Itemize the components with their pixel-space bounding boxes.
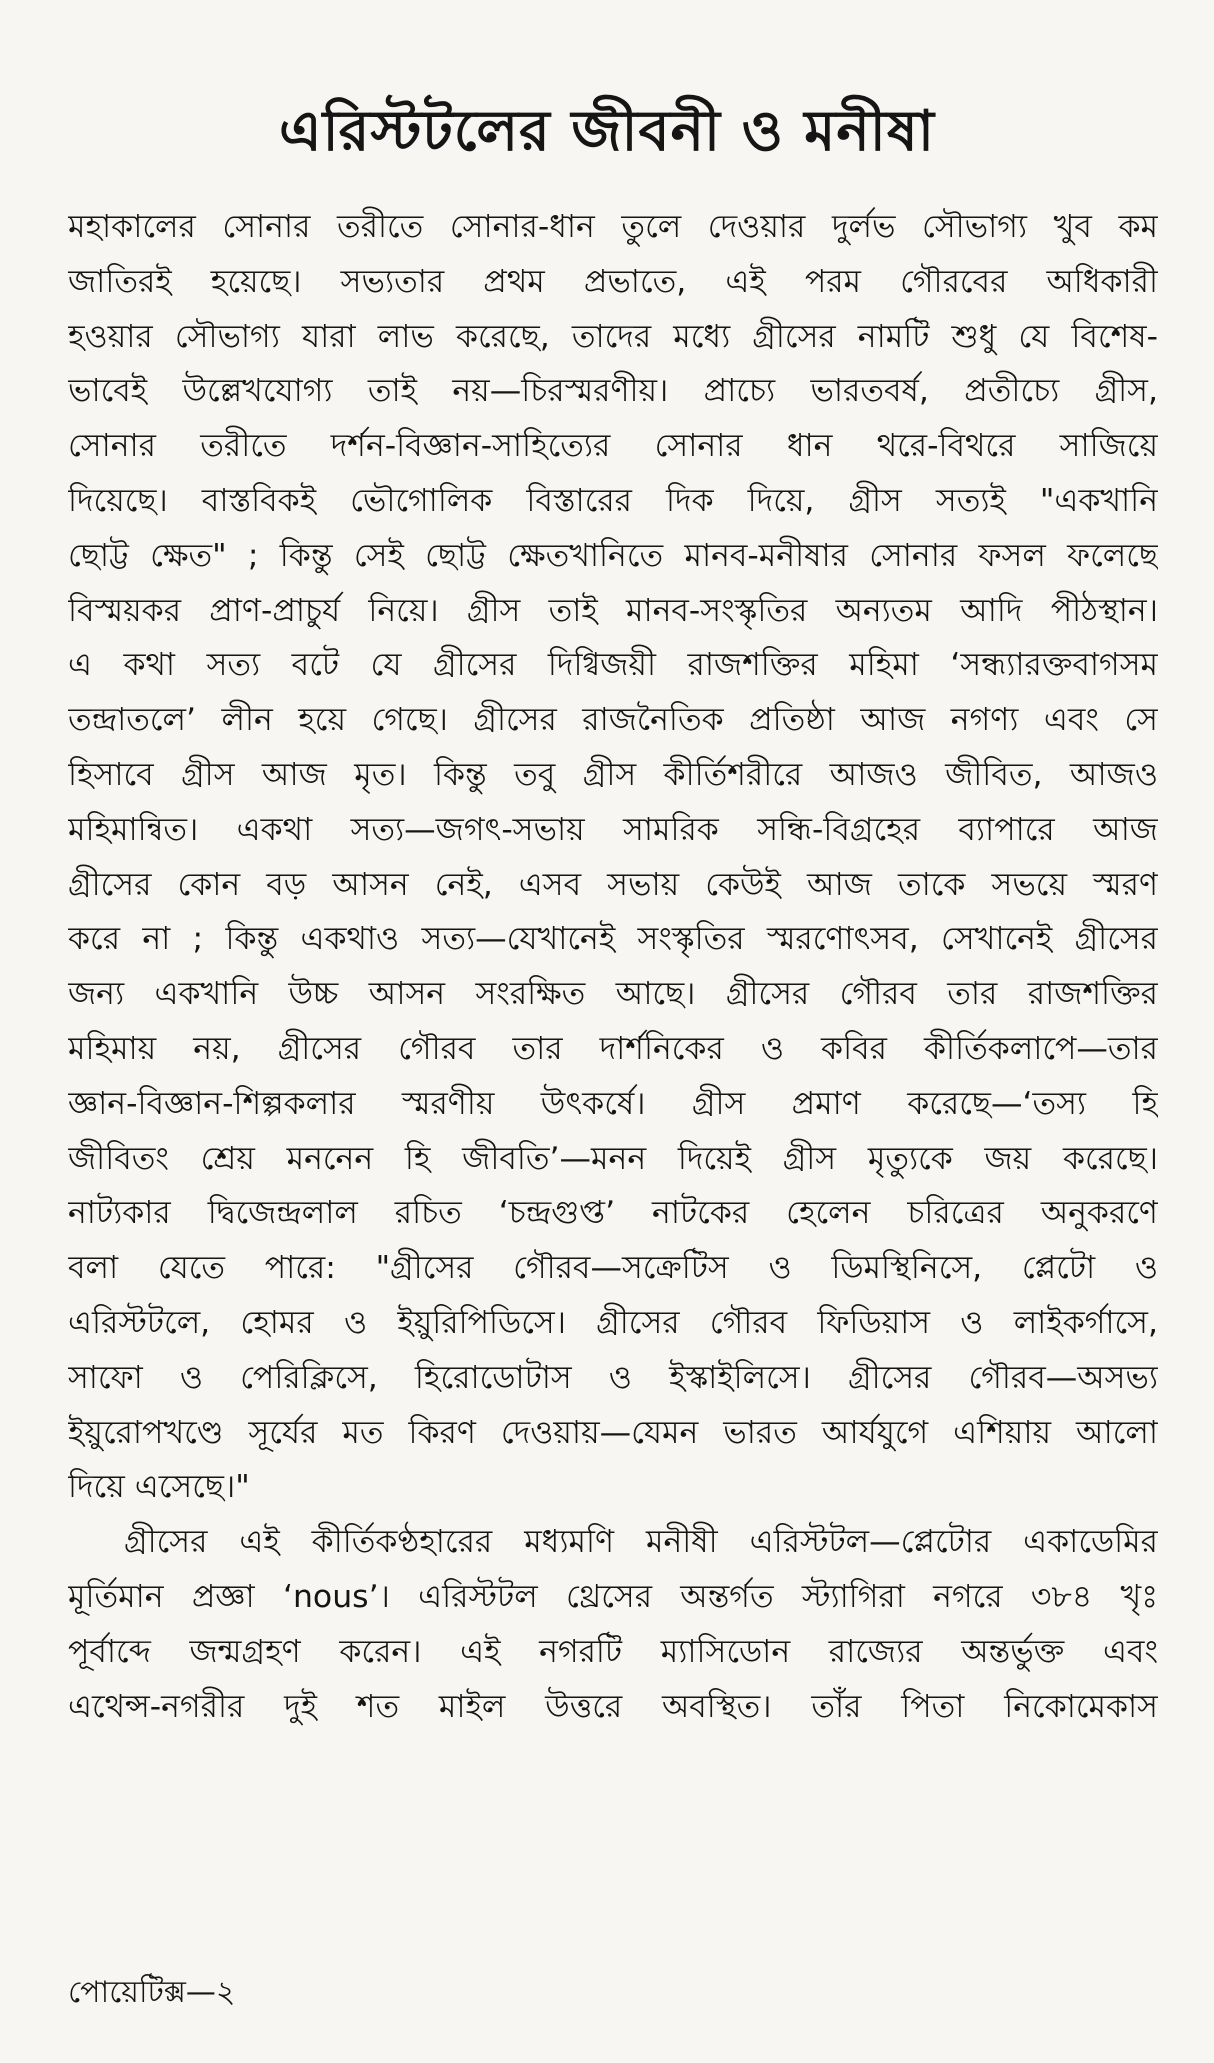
text-line: জাতিরই হয়েছে। সভ্যতার প্রথম প্রভাতে, এই পরম গৌরবের অধিকারী [68, 263, 1158, 300]
text-line: এরিস্টটলে, হোমর ও ইয়ুরিপিডিসে। গ্রীসের গৌরব ফিডিয়াস ও লাইকর্গাসে, [68, 1304, 1158, 1341]
text-line: জন্য একখানি উচ্চ আসন সংরক্ষিত আছে। গ্রীসের গৌরব তার রাজশক্তির [68, 976, 1158, 1013]
text-line: বিস্ময়কর প্রাণ-প্রাচুর্য নিয়ে। গ্রীস তাই মানব-সংস্কৃতির অন্যতম আদি পীঠস্থান। [68, 592, 1158, 629]
text-line: ভাবেই উল্লেখযোগ্য তাই নয়—চিরস্মরণীয়। প্রাচ্যে ভারতবর্ষ, প্রতীচ্যে গ্রীস, [68, 373, 1158, 410]
text-line: জীবিতং শ্রেয় মননেন হি জীবতি’—মনন দিয়েই গ্রীস মৃত্যুকে জয় করেছে। [68, 1140, 1158, 1177]
page-footer: পোয়েটিক্স—২ [68, 1975, 236, 2010]
text-line: পূর্বাব্দে জন্মগ্রহণ করেন। এই নগরটি ম্যাসিডোন রাজ্যের অন্তর্ভুক্ত এবং [68, 1633, 1158, 1670]
text-line: ছোট্ট ক্ষেত" ; কিন্তু সেই ছোট্ট ক্ষেতখানিতে মানব-মনীষার সোনার ফসল ফলেছে [68, 537, 1158, 574]
text-line: দিয়ে এসেছে।" [68, 1469, 250, 1506]
text-line: মহিমান্বিত। একথা সত্য—জগৎ-সভায় সামরিক সন্ধি-বিগ্রহের ব্যাপারে আজ [68, 811, 1158, 848]
text-line: বলা যেতে পারে: "গ্রীসের গৌরব—সক্রেটিস ও ডিমস্থিনিসে, প্লেটো ও [68, 1250, 1158, 1287]
text-line: দিয়েছে। বাস্তবিকই ভৌগোলিক বিস্তারের দিক দিয়ে, গ্রীস সত্যই "একখানি [68, 482, 1158, 519]
page-title: এরিস্টটলের জীবনী ও মনীষা [279, 99, 935, 164]
text-line: এথেন্স-নগরীর দুই শত মাইল উত্তরে অবস্থিত। তাঁর পিতা নিকোমেকাস [68, 1688, 1158, 1725]
text-line: হওয়ার সৌভাগ্য যারা লাভ করেছে, তাদের মধ্যে গ্রীসের নামটি শুধু যে বিশেষ- [68, 318, 1158, 355]
text-line: ইয়ুরোপখণ্ডে সূর্যের মত কিরণ দেওয়ায়—যেমন ভারত আর্যযুগে এশিয়ায় আলো [68, 1414, 1158, 1451]
text-line: মূর্তিমান প্রজ্ঞা ‘nous’। এরিস্টটল থ্রেসের অন্তর্গত স্ট্যাগিরা নগরে ৩৮৪ খৃঃ [68, 1578, 1158, 1615]
text-line: তন্দ্রাতলে’ লীন হয়ে গেছে। গ্রীসের রাজনৈতিক প্রতিষ্ঠা আজ নগণ্য এবং সে [68, 702, 1158, 739]
body-text [68, 200, 1158, 1734]
text-line: মহিমায় নয়, গ্রীসের গৌরব তার দার্শনিকের ও কবির কীর্তিকলাপে—তার [68, 1030, 1158, 1067]
text-line: মহাকালের সোনার তরীতে সোনার-ধান তুলে দেওয়ার দুর্লভ সৌভাগ্য খুব কম [68, 209, 1158, 245]
text-line: করে না ; কিন্তু একথাও সত্য—যেখানেই সংস্কৃতির স্মরণোৎসব, সেখানেই গ্রীসের [68, 921, 1158, 958]
text-line: গ্রীসের কোন বড় আসন নেই, এসব সভায় কেউই আজ তাকে সভয়ে স্মরণ [68, 866, 1158, 903]
text-line: জ্ঞান-বিজ্ঞান-শিল্পকলার স্মরণীয় উৎকর্ষে। গ্রীস প্রমাণ করেছে—‘তস্য হি [68, 1085, 1158, 1122]
paragraph-2 [68, 1515, 1158, 1734]
text-line: সাফো ও পেরিক্লিসে, হিরোডোটাস ও ইস্কাইলিসে। গ্রীসের গৌরব—অসভ্য [68, 1359, 1158, 1396]
text-line: এ কথা সত্য বটে যে গ্রীসের দিগ্বিজয়ী রাজশক্তির মহিমা ‘সন্ধ্যারক্তবাগসম [68, 647, 1158, 684]
text-line: হিসাবে গ্রীস আজ মৃত। কিন্তু তবু গ্রীস কীর্তিশরীরে আজও জীবিত, আজও [68, 756, 1158, 793]
text-line: নাট্যকার দ্বিজেন্দ্রলাল রচিত ‘চন্দ্রগুপ্ত’ নাটকের হেলেন চরিত্রের অনুকরণে [68, 1195, 1158, 1232]
text-line: সোনার তরীতে দর্শন-বিজ্ঞান-সাহিত্যের সোনার ধান থরে-বিথরে সাজিয়ে [68, 428, 1158, 465]
text-line: গ্রীসের এই কীর্তিকণ্ঠহারের মধ্যমণি মনীষী এরিস্টটল—প্লেটোর একাডেমির [124, 1524, 1158, 1561]
paragraph-1 [68, 200, 1158, 1515]
